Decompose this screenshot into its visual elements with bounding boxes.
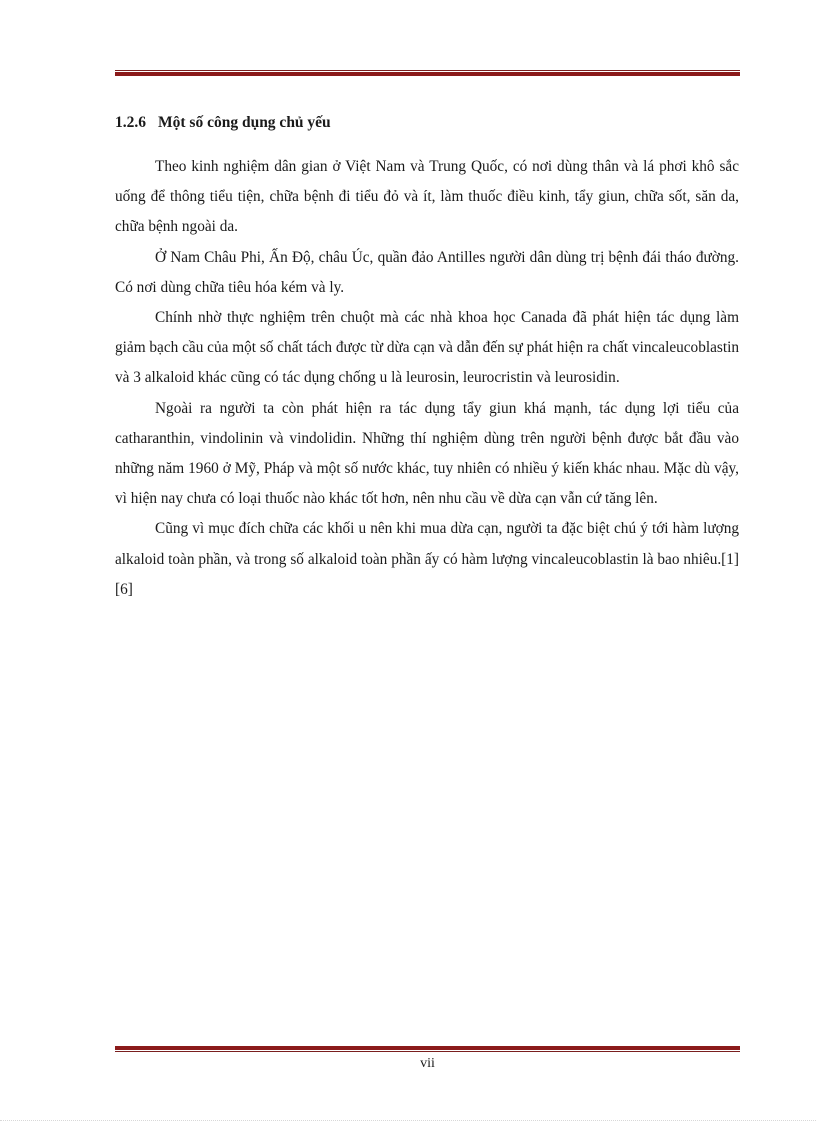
section-title: Một số công dụng chủ yếu [158,114,331,131]
header-rule [115,70,740,76]
page-number: vii [420,1056,435,1071]
header-rule-thin-line [115,70,740,71]
paragraph-alkaloid-content: Cũng vì mục đích chữa các khối u nên khi mua dừa cạn, người ta đặc biệt chú ý tới hàm lượng alkaloid toàn phần, và trong số alkaloid toàn phần ấy có hàm lượng vincaleucoblastin là bao nhiêu.[1][6] [115,520,739,598]
paragraph-diabetes-uses: Ở Nam Châu Phi, Ấn Độ, châu Úc, quần đảo Antilles người dân dùng trị bệnh đái tháo đường. Có nơi dùng chữa tiêu hóa kém và ly. [115,248,739,296]
paragraph-other-effects: Ngoài ra người ta còn phát hiện ra tác dụng tẩy giun khá mạnh, tác dụng lợi tiểu của catharanthin, vindolinin và vindolidin. Những thí nghiệm dùng trên người bệnh được bắt đầu vào những năm 1960 ở Mỹ, Pháp và một số nước khác, tuy nhiên có nhiều ý kiến khác nhau. Mặc dù vậy, vì hiện nay chưa có loại thuốc nào khác tốt hơn, nên nhu cầu về dừa cạn vẫn cứ tăng lên. [115,399,739,508]
section-heading [115,114,331,132]
footer-rule [115,1046,740,1052]
footer-rule-thin-line [115,1051,740,1052]
page-bottom-edge [0,1120,816,1121]
header-rule-thick-line [115,72,740,76]
paragraph-traditional-uses: Theo kinh nghiệm dân gian ở Việt Nam và Trung Quốc, có nơi dùng thân và lá phơi khô sắc uống để thông tiểu tiện, chữa bệnh đi tiểu đỏ và ít, làm thuốc điều kinh, tẩy giun, chữa sốt, săn da, chữa bệnh ngoài da. [115,158,739,236]
body-text [115,152,739,605]
paragraph-experiment-discovery: Chính nhờ thực nghiệm trên chuột mà các nhà khoa học Canada đã phát hiện tác dụng làm giảm bạch cầu của một số chất tách được từ dừa cạn và dẫn đến sự phát hiện ra chất vincaleucoblastin và 3 alkaloid khác cũng có tác dụng chống u là leurosin, leurocristin và leurosidin. [115,309,739,387]
section-number: 1.2.6 [115,114,146,131]
footer-rule-thick-line [115,1046,740,1050]
